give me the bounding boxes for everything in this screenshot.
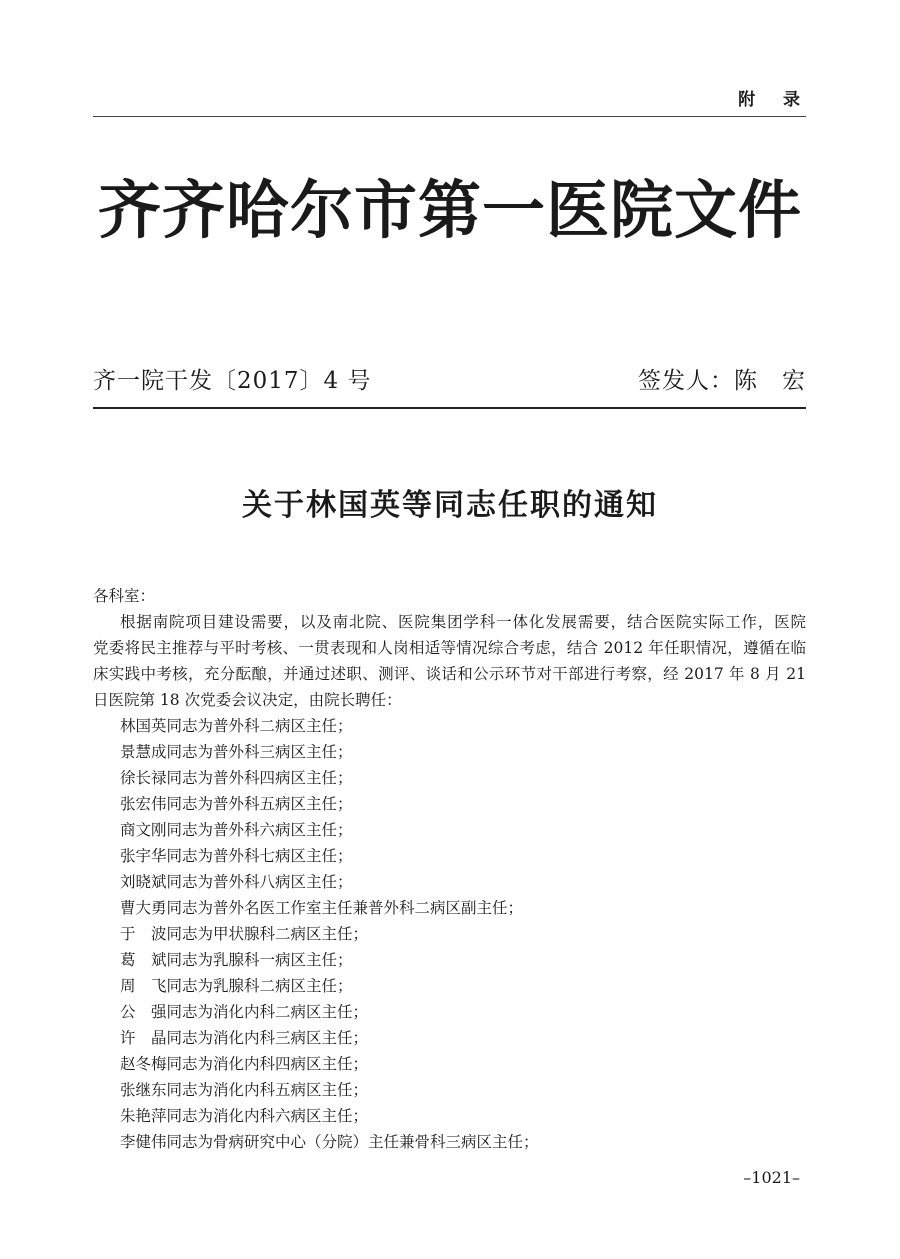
paragraph-line: 日医院第 18 次党委会议决定，由院长聘任：	[93, 691, 402, 709]
appointment-item: 林国英同志为普外科二病区主任；	[120, 717, 353, 735]
appointment-item: 于 波同志为甲状腺科二病区主任；	[120, 925, 369, 943]
salutation: 各科室：	[93, 587, 156, 605]
appointment-item: 刘晓斌同志为普外科八病区主任；	[120, 873, 353, 891]
appointment-item: 赵冬梅同志为消化内科四病区主任；	[120, 1055, 369, 1073]
title-divider	[93, 407, 806, 409]
appointment-item: 徐长禄同志为普外科四病区主任；	[120, 769, 353, 787]
subject-title: 关于林国英等同志任职的通知	[242, 488, 658, 523]
paragraph-line: 根据南院项目建设需要，以及南北院、医院集团学科一体化发展需要，结合医院实际工作，医院	[120, 613, 806, 631]
appointment-item: 李健伟同志为骨病研究中心（分院）主任兼骨科三病区主任；	[120, 1133, 539, 1151]
paragraph-line: 党委将民主推荐与平时考核、一贯表现和人岗相适等情况综合考虑，结合 2012 年任职情况，遵循在临	[93, 639, 806, 657]
appointment-item: 张宏伟同志为普外科五病区主任；	[120, 795, 353, 813]
appointment-item: 周 飞同志为乳腺科二病区主任；	[120, 977, 353, 995]
document-body	[93, 583, 806, 1155]
header-divider	[93, 116, 806, 117]
paragraph-line: 床实践中考核，充分酝酿，并通过述职、测评、谈话和公示环节对干部进行考察，经 2017 年 8 月 21	[93, 665, 806, 683]
appointment-item: 景慧成同志为普外科三病区主任；	[120, 743, 353, 761]
appointment-item: 公 强同志为消化内科二病区主任；	[120, 1003, 369, 1021]
appointment-item: 商文刚同志为普外科六病区主任；	[120, 821, 353, 839]
running-header-section-label: 附 录	[738, 90, 800, 110]
issuer-title: 齐齐哈尔市第一医院文件	[98, 173, 802, 247]
appointment-item: 张继东同志为消化内科五病区主任；	[120, 1081, 369, 1099]
appointment-item: 朱艳萍同志为消化内科六病区主任；	[120, 1107, 369, 1125]
appointment-item: 葛 斌同志为乳腺科一病区主任；	[120, 951, 353, 969]
appointment-item: 许 晶同志为消化内科三病区主任；	[120, 1029, 369, 1047]
page-number: –1021–	[743, 1168, 800, 1187]
document-number: 齐一院干发〔2017〕4 号	[93, 368, 372, 394]
appointment-item: 张宇华同志为普外科七病区主任；	[120, 847, 353, 865]
signer: 签发人：陈 宏	[638, 368, 806, 394]
appointment-item: 曹大勇同志为普外名医工作室主任兼普外科二病区副主任；	[120, 899, 524, 917]
